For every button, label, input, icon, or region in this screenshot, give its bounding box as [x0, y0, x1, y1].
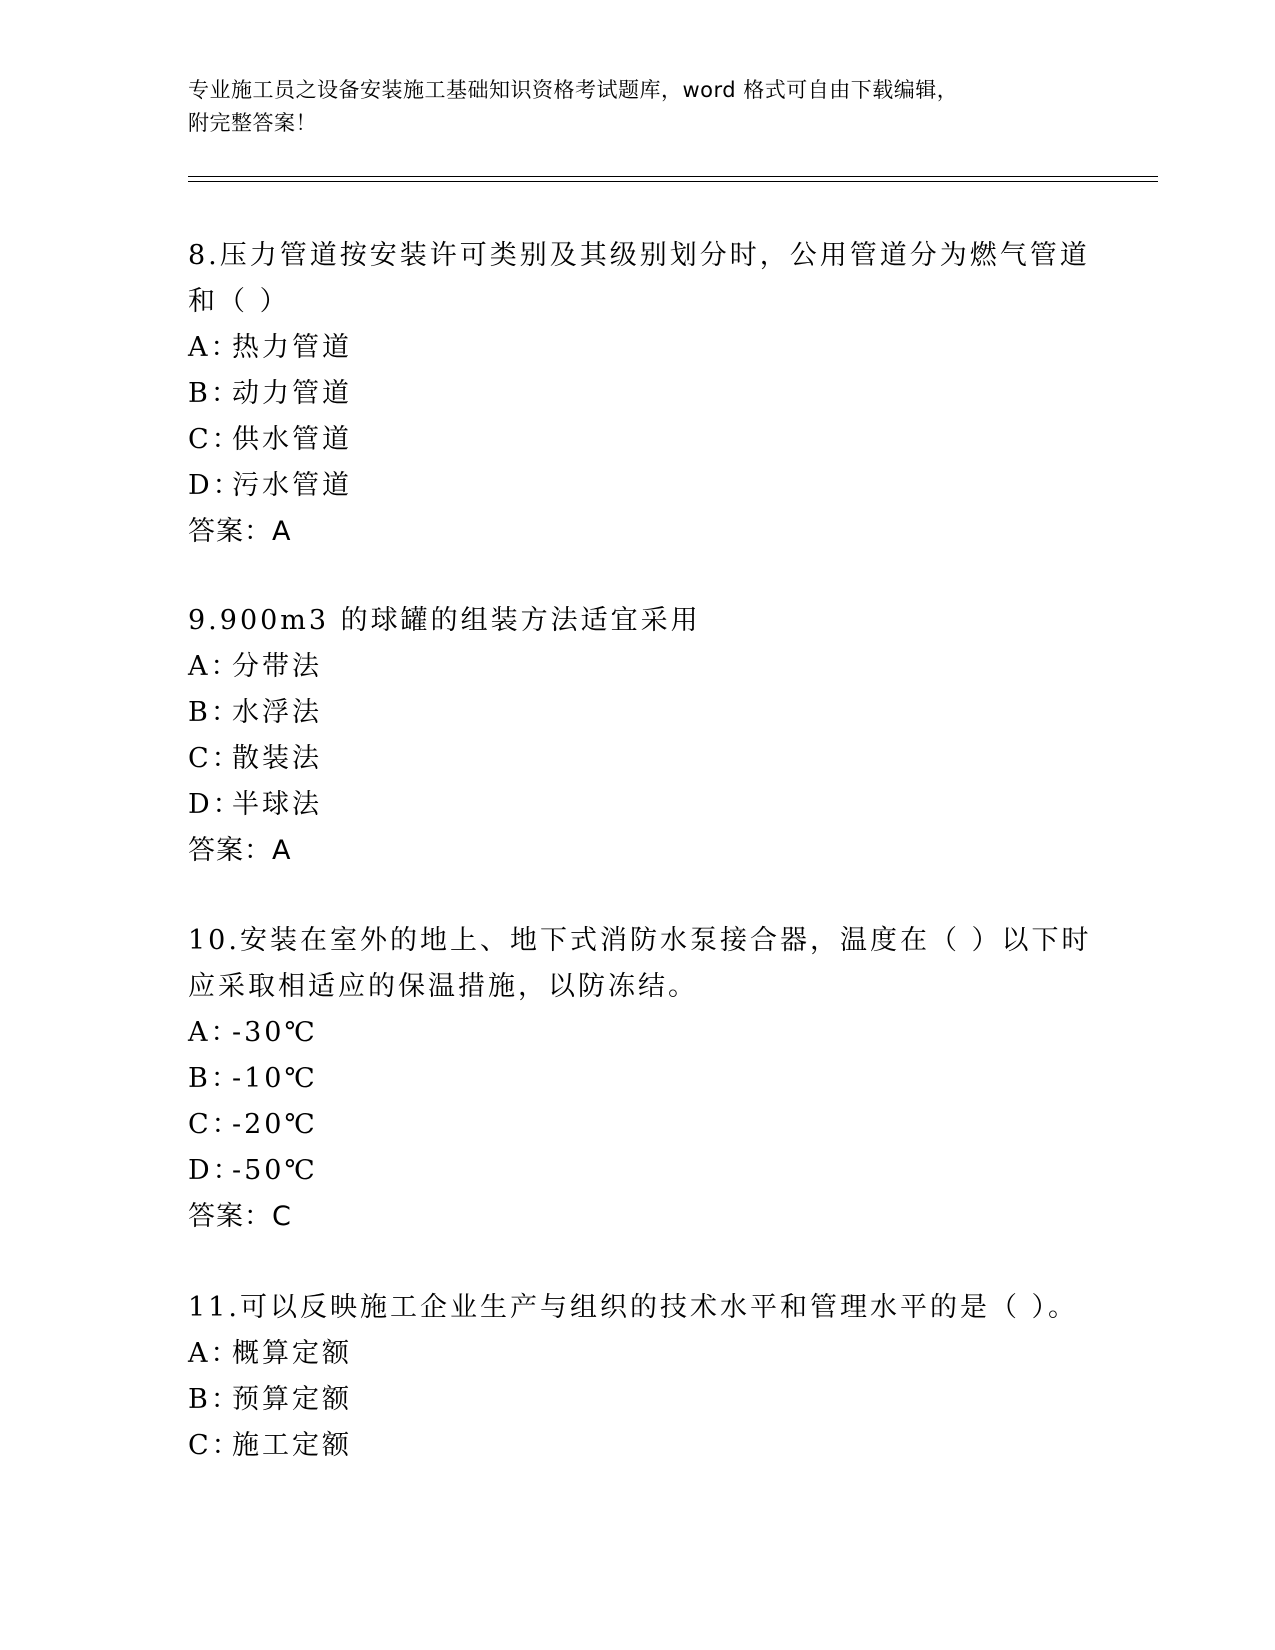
option-key: B：	[188, 378, 241, 409]
option-key: D：	[188, 1155, 243, 1186]
option-a	[188, 1010, 1108, 1056]
option-key: A：	[188, 1338, 241, 1369]
header-line-1: 专业施工员之设备安装施工基础知识资格考试题库，word 格式可自由下载编辑，	[188, 78, 959, 102]
header-line-2: 附完整答案！	[188, 111, 317, 135]
question-stem-line: 和（ ）	[188, 286, 290, 317]
option-key: B：	[188, 1063, 241, 1094]
option-key: C：	[188, 1109, 242, 1140]
option-key: D：	[188, 470, 243, 501]
option-text: 热力管道	[232, 332, 352, 363]
option-text: 概算定额	[232, 1338, 352, 1369]
option-b	[188, 1056, 1108, 1102]
document-header	[188, 74, 1088, 140]
answer-line: 答案：A	[188, 516, 292, 547]
option-d	[188, 1148, 1108, 1194]
option-text: -20℃	[232, 1109, 318, 1140]
option-key: B：	[188, 697, 241, 728]
option-b	[188, 690, 1108, 736]
option-text: 预算定额	[232, 1384, 352, 1415]
question-11	[188, 1285, 1108, 1469]
question-10	[188, 918, 1108, 1240]
question-8	[188, 233, 1108, 555]
option-key: C：	[188, 743, 242, 774]
option-key: A：	[188, 651, 241, 682]
option-text: 污水管道	[232, 470, 352, 501]
option-key: B：	[188, 1384, 241, 1415]
header-divider-top	[188, 176, 1158, 177]
question-stem-line: 10.安装在室外的地上、地下式消防水泵接合器，温度在（ ）以下时	[188, 925, 1092, 956]
option-text: 散装法	[232, 743, 322, 774]
option-text: -10℃	[232, 1063, 318, 1094]
option-c	[188, 417, 1108, 463]
option-text: 水浮法	[232, 697, 322, 728]
answer-line: 答案：C	[188, 1201, 292, 1232]
option-d	[188, 782, 1108, 828]
question-stem-line: 9.900m3 的球罐的组装方法适宜采用	[188, 605, 701, 636]
question-stem-line: 应采取相适应的保温措施，以防冻结。	[188, 971, 698, 1002]
question-9	[188, 598, 1108, 874]
option-b	[188, 371, 1108, 417]
question-stem-line: 11.可以反映施工企业生产与组织的技术水平和管理水平的是（ ）。	[188, 1292, 1079, 1323]
question-stem-line: 8.压力管道按安装许可类别及其级别划分时，公用管道分为燃气管道	[188, 240, 1090, 271]
option-text: 分带法	[232, 651, 322, 682]
option-text: 半球法	[232, 789, 322, 820]
option-key: D：	[188, 789, 243, 820]
option-b	[188, 1377, 1108, 1423]
option-text: 供水管道	[232, 424, 352, 455]
option-key: C：	[188, 1430, 242, 1461]
option-text: 动力管道	[232, 378, 352, 409]
option-c	[188, 1423, 1108, 1469]
option-key: A：	[188, 1017, 241, 1048]
option-c	[188, 1102, 1108, 1148]
option-a	[188, 1331, 1108, 1377]
option-text: 施工定额	[232, 1430, 352, 1461]
header-divider-bottom	[188, 181, 1158, 182]
answer-line: 答案：A	[188, 835, 292, 866]
option-d	[188, 463, 1108, 509]
option-text: -30℃	[232, 1017, 318, 1048]
option-key: A：	[188, 332, 241, 363]
option-a	[188, 644, 1108, 690]
option-c	[188, 736, 1108, 782]
option-key: C：	[188, 424, 242, 455]
option-text: -50℃	[232, 1155, 318, 1186]
option-a	[188, 325, 1108, 371]
